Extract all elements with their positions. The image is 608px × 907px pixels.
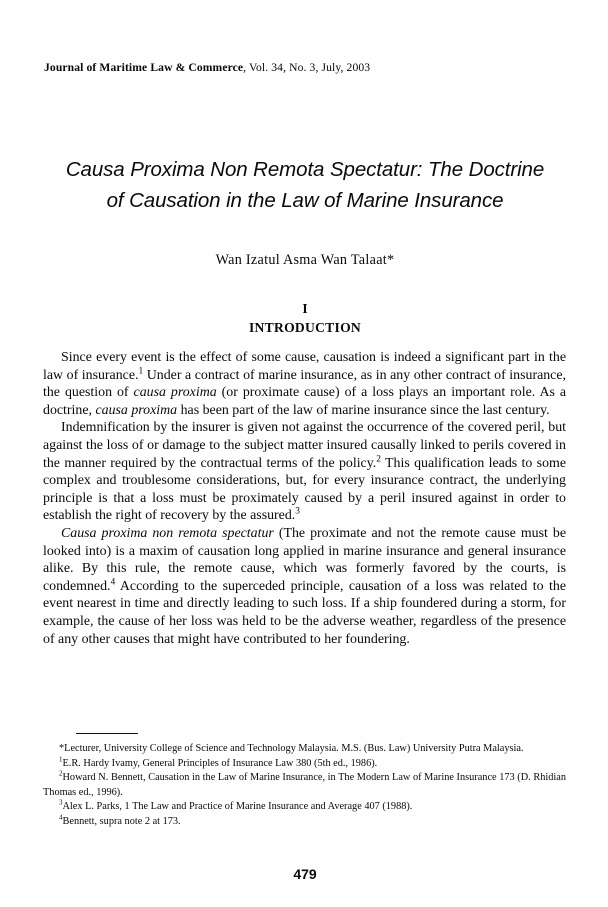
page-number: 479 — [293, 866, 317, 882]
footnote-ref-3[interactable]: 3 — [295, 506, 300, 517]
footnote-4-marker: 4 — [59, 813, 63, 822]
section-number: I — [302, 301, 308, 316]
footnote-author-note: *Lecturer, University College of Science and Technology Malaysia. M.S. (Bus. Law) University Putra Malaysia. — [59, 743, 524, 754]
journal-name: Journal of Maritime Law & Commerce — [44, 61, 244, 74]
footnote-3-text: Alex L. Parks, 1 The Law and Practice of Marine Insurance and Average 407 (1988). — [62, 801, 413, 813]
footnote-3-marker: 3 — [59, 798, 63, 807]
article-title: Causa Proxima Non Remota Spectatur: The Doctrine of Causation in the Law of Marine Insurance — [65, 157, 545, 212]
footnote-separator-rule — [76, 733, 138, 734]
paragraph-1-italic-2: causa proxima — [95, 402, 178, 418]
article-body — [43, 349, 566, 648]
footnote-3 — [43, 800, 566, 815]
footnote-1-marker: 1 — [59, 755, 63, 764]
paragraph-3-text-part-1: (The proximate and not the remote cause must be looked into) is a maxim of causation long applied in marine insurance and general insurance alike. By this rule, the remote cause, which was formerly favored by the courts, is condemned. — [43, 525, 566, 594]
footnote-4-text: Bennett, supra note 2 at 173. — [62, 815, 181, 827]
paragraph-2-text-part-2: This qualification leads to some complex and troublesome considerations, but, for every insurance contract, the underlying principle is that a loss must be proximately caused by a peril insured against in order to establish the right of recovery by the assured. — [43, 455, 566, 524]
footnotes-block — [43, 742, 566, 830]
paragraph-1-text-part-2: Under a contract of marine insurance, as in any other contract of insurance, the question of — [43, 367, 566, 401]
footnote-2 — [43, 771, 566, 800]
article-author: Wan Izatul Asma Wan Talaat* — [215, 252, 395, 268]
footnote-ref-4[interactable]: 4 — [110, 577, 116, 588]
footnote-ref-2[interactable]: 2 — [376, 453, 381, 464]
issue-info: , Vol. 34, No. 3, July, 2003 — [243, 61, 371, 74]
footnote-2-text: Howard N. Bennett, Causation in the Law of Marine Insurance, in The Modern Law of Marine Insurance 173 (D. Rhidian Thomas ed., 1996). — [43, 772, 566, 798]
footnote-1-text: E.R. Hardy Ivamy, General Principles of Insurance Law 380 (5th ed., 1986). — [62, 757, 378, 769]
footnote-2-marker: 2 — [59, 769, 63, 778]
footnote-ref-1[interactable]: 1 — [138, 365, 144, 376]
paragraph-3-text-part-2: According to the superceded principle, causation of a loss was related to the event nearest in time and directly leading to such loss. If a ship foundered during a storm, for example, the cause of her loss was held to be the adverse weather, regardless of the presence of any other causes that might have contributed to her foundering. — [43, 578, 566, 647]
body-paragraph-3 — [43, 525, 566, 648]
body-paragraph-2 — [43, 419, 566, 525]
footnote-4 — [43, 815, 566, 830]
section-title: INTRODUCTION — [248, 320, 362, 335]
paragraph-1-text-part-3: (or proximate cause) of a loss plays an important role. As a doctrine, — [43, 385, 567, 418]
body-paragraph-1 — [43, 349, 566, 419]
footnote-1 — [43, 757, 566, 772]
paragraph-1-text-part-1: Since every event is the effect of some cause, causation is indeed a significant part in the law of insurance. — [43, 350, 566, 383]
running-head — [44, 61, 370, 74]
paragraph-1-italic-1: causa proxima — [133, 385, 217, 401]
paragraph-2-text-part-1: Indemnification by the insurer is given not against the occurrence of the covered peril, but against the loss of or damage to the subject matter insured causally linked to perils covered in the manner required by the contractual terms of the policy. — [43, 420, 566, 471]
paragraph-3-italic-1: Causa proxima non remota spectatur — [61, 525, 274, 541]
paragraph-1-text-part-4: has been part of the law of marine insurance since the last century. — [177, 402, 550, 418]
